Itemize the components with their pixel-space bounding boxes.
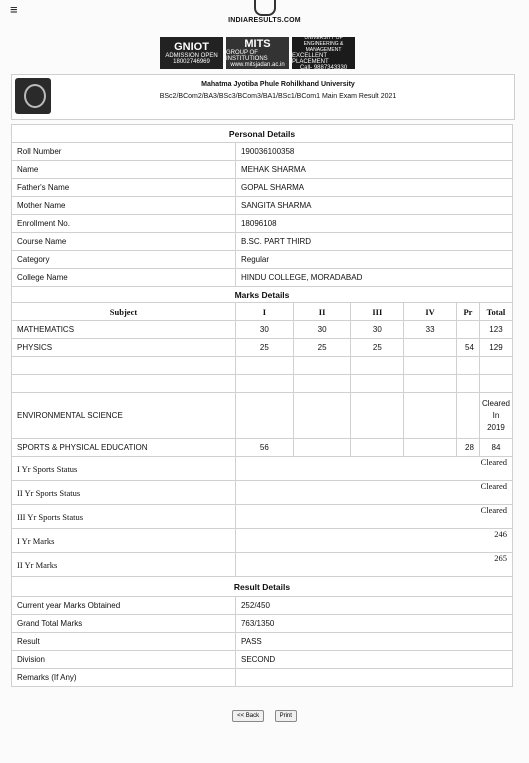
ad-banners [160, 37, 355, 69]
marks-header-row [12, 303, 513, 321]
marks-row [12, 321, 513, 339]
mark-total: 84 [479, 439, 512, 457]
personal-row [12, 161, 513, 179]
menu-icon[interactable]: ≡ [10, 2, 18, 17]
result-value: 763/1350 [235, 615, 512, 633]
exam-title: BSc2/BCom2/BA3/BSc3/BCom3/BA1/BSc1/BCom1 Main Exam Result 2021 [159, 93, 397, 100]
result-value [235, 669, 512, 687]
personal-value: SANGITA SHARMA [235, 197, 512, 215]
result-label: Remarks (If Any) [12, 669, 236, 687]
sports-row [12, 505, 513, 529]
mark-i: 30 [235, 321, 293, 339]
personal-label: Enrollment No. [12, 215, 236, 233]
sports-value: Cleared [235, 505, 512, 529]
mark-pr: 54 [456, 339, 479, 357]
sports-value: 265 [235, 553, 512, 577]
personal-value: HINDU COLLEGE, MORADABAD [235, 269, 512, 287]
personal-row [12, 251, 513, 269]
mark-pr [456, 321, 479, 339]
sports-value: 246 [235, 529, 512, 553]
action-buttons [0, 704, 529, 722]
sports-row [12, 553, 513, 577]
mark-iv: 33 [404, 321, 457, 339]
cleared-line-2: In [492, 410, 500, 420]
result-value: 252/450 [235, 597, 512, 615]
personal-label: Roll Number [12, 143, 236, 161]
personal-value: B.SC. PART THIRD [235, 233, 512, 251]
sports-label: III Yr Sports Status [12, 505, 236, 529]
subject-name: SPORTS & PHYSICAL EDUCATION [12, 439, 236, 457]
blank-row [12, 357, 513, 375]
mark-iii: 25 [351, 339, 404, 357]
personal-value: Regular [235, 251, 512, 269]
university-name: Mahatma Jyotiba Phule Rohilkhand University [201, 81, 355, 88]
personal-value: GOPAL SHARMA [235, 179, 512, 197]
subject-name: ENVIRONMENTAL SCIENCE [12, 393, 236, 439]
ad-uem[interactable] [292, 37, 355, 69]
col-i: I [235, 303, 293, 321]
marks-row [12, 339, 513, 357]
site-logo-icon [254, 0, 276, 16]
personal-row [12, 179, 513, 197]
personal-row [12, 233, 513, 251]
sports-label: I Yr Marks [12, 529, 236, 553]
col-iv: IV [404, 303, 457, 321]
personal-label: Course Name [12, 233, 236, 251]
ad-mits[interactable] [226, 37, 289, 69]
result-label: Result [12, 633, 236, 651]
personal-label: Category [12, 251, 236, 269]
mark-iii: 30 [351, 321, 404, 339]
ad-mits-name: MITS [244, 38, 271, 50]
personal-label: Mother Name [12, 197, 236, 215]
mark-ii: 25 [293, 339, 351, 357]
result-row [12, 651, 513, 669]
subject-name: PHYSICS [12, 339, 236, 357]
ad-mits-line1: GROUP OF INSTITUTIONS [226, 50, 268, 62]
ad-uem-line2: Call- 9887343330 [299, 65, 348, 71]
university-header [11, 74, 515, 120]
sports-label: II Yr Sports Status [12, 481, 236, 505]
mark-total-cleared [479, 393, 512, 439]
col-ii: II [293, 303, 351, 321]
cleared-line-1: Cleared [481, 398, 510, 408]
result-label: Grand Total Marks [12, 615, 236, 633]
mark-ii: 30 [293, 321, 351, 339]
subject-name: MATHEMATICS [12, 321, 236, 339]
col-subject: Subject [12, 303, 236, 321]
result-details-heading: Result Details [12, 577, 513, 597]
sports-label: II Yr Marks [12, 553, 236, 577]
personal-value: 18096108 [235, 215, 512, 233]
personal-row [12, 143, 513, 161]
mark-i: 56 [235, 439, 293, 457]
cleared-line-3: 2019 [487, 422, 505, 432]
personal-value: 190036100358 [235, 143, 512, 161]
blank-row [12, 375, 513, 393]
ad-gniot-line2: 18002746969 [173, 59, 210, 65]
personal-label: Name [12, 161, 236, 179]
result-table [11, 124, 513, 687]
back-button[interactable]: << Back [232, 710, 264, 722]
result-label: Division [12, 651, 236, 669]
col-pr: Pr [456, 303, 479, 321]
ad-uem-name: UNIVERSITY OF ENGINEERING & MANAGEMENT [303, 35, 344, 53]
col-iii: III [351, 303, 404, 321]
mark-total: 129 [479, 339, 512, 357]
sports-value: Cleared [235, 481, 512, 505]
result-label: Current year Marks Obtained [12, 597, 236, 615]
ad-gniot[interactable] [160, 37, 223, 69]
ad-uem-line1: EXCELLENT PLACEMENT [292, 53, 329, 65]
result-value: SECOND [235, 651, 512, 669]
personal-label: College Name [12, 269, 236, 287]
sports-label: I Yr Sports Status [12, 457, 236, 481]
sports-value: Cleared [235, 457, 512, 481]
personal-details-heading: Personal Details [12, 125, 513, 143]
personal-row [12, 215, 513, 233]
personal-value: MEHAK SHARMA [235, 161, 512, 179]
col-total: Total [479, 303, 512, 321]
mark-i: 25 [235, 339, 293, 357]
ad-mits-line2: www.mitsjadan.ac.in [230, 62, 285, 68]
mark-pr: 28 [456, 439, 479, 457]
result-value: PASS [235, 633, 512, 651]
result-row [12, 633, 513, 651]
marks-row [12, 439, 513, 457]
sports-row [12, 481, 513, 505]
ad-gniot-line1: ADMISSION OPEN [165, 53, 218, 59]
result-row [12, 597, 513, 615]
sports-row [12, 529, 513, 553]
personal-row [12, 269, 513, 287]
result-row [12, 669, 513, 687]
personal-row [12, 197, 513, 215]
result-row [12, 615, 513, 633]
site-header [0, 0, 529, 24]
personal-label: Father's Name [12, 179, 236, 197]
sports-row [12, 457, 513, 481]
ad-gniot-name: GNIOT [174, 41, 209, 53]
print-button[interactable]: Print [275, 710, 297, 722]
site-name[interactable]: INDIARESULTS.COM [228, 17, 301, 24]
mark-iv [404, 339, 457, 357]
marks-details-heading: Marks Details [12, 287, 513, 303]
marks-row [12, 393, 513, 439]
mark-total: 123 [479, 321, 512, 339]
